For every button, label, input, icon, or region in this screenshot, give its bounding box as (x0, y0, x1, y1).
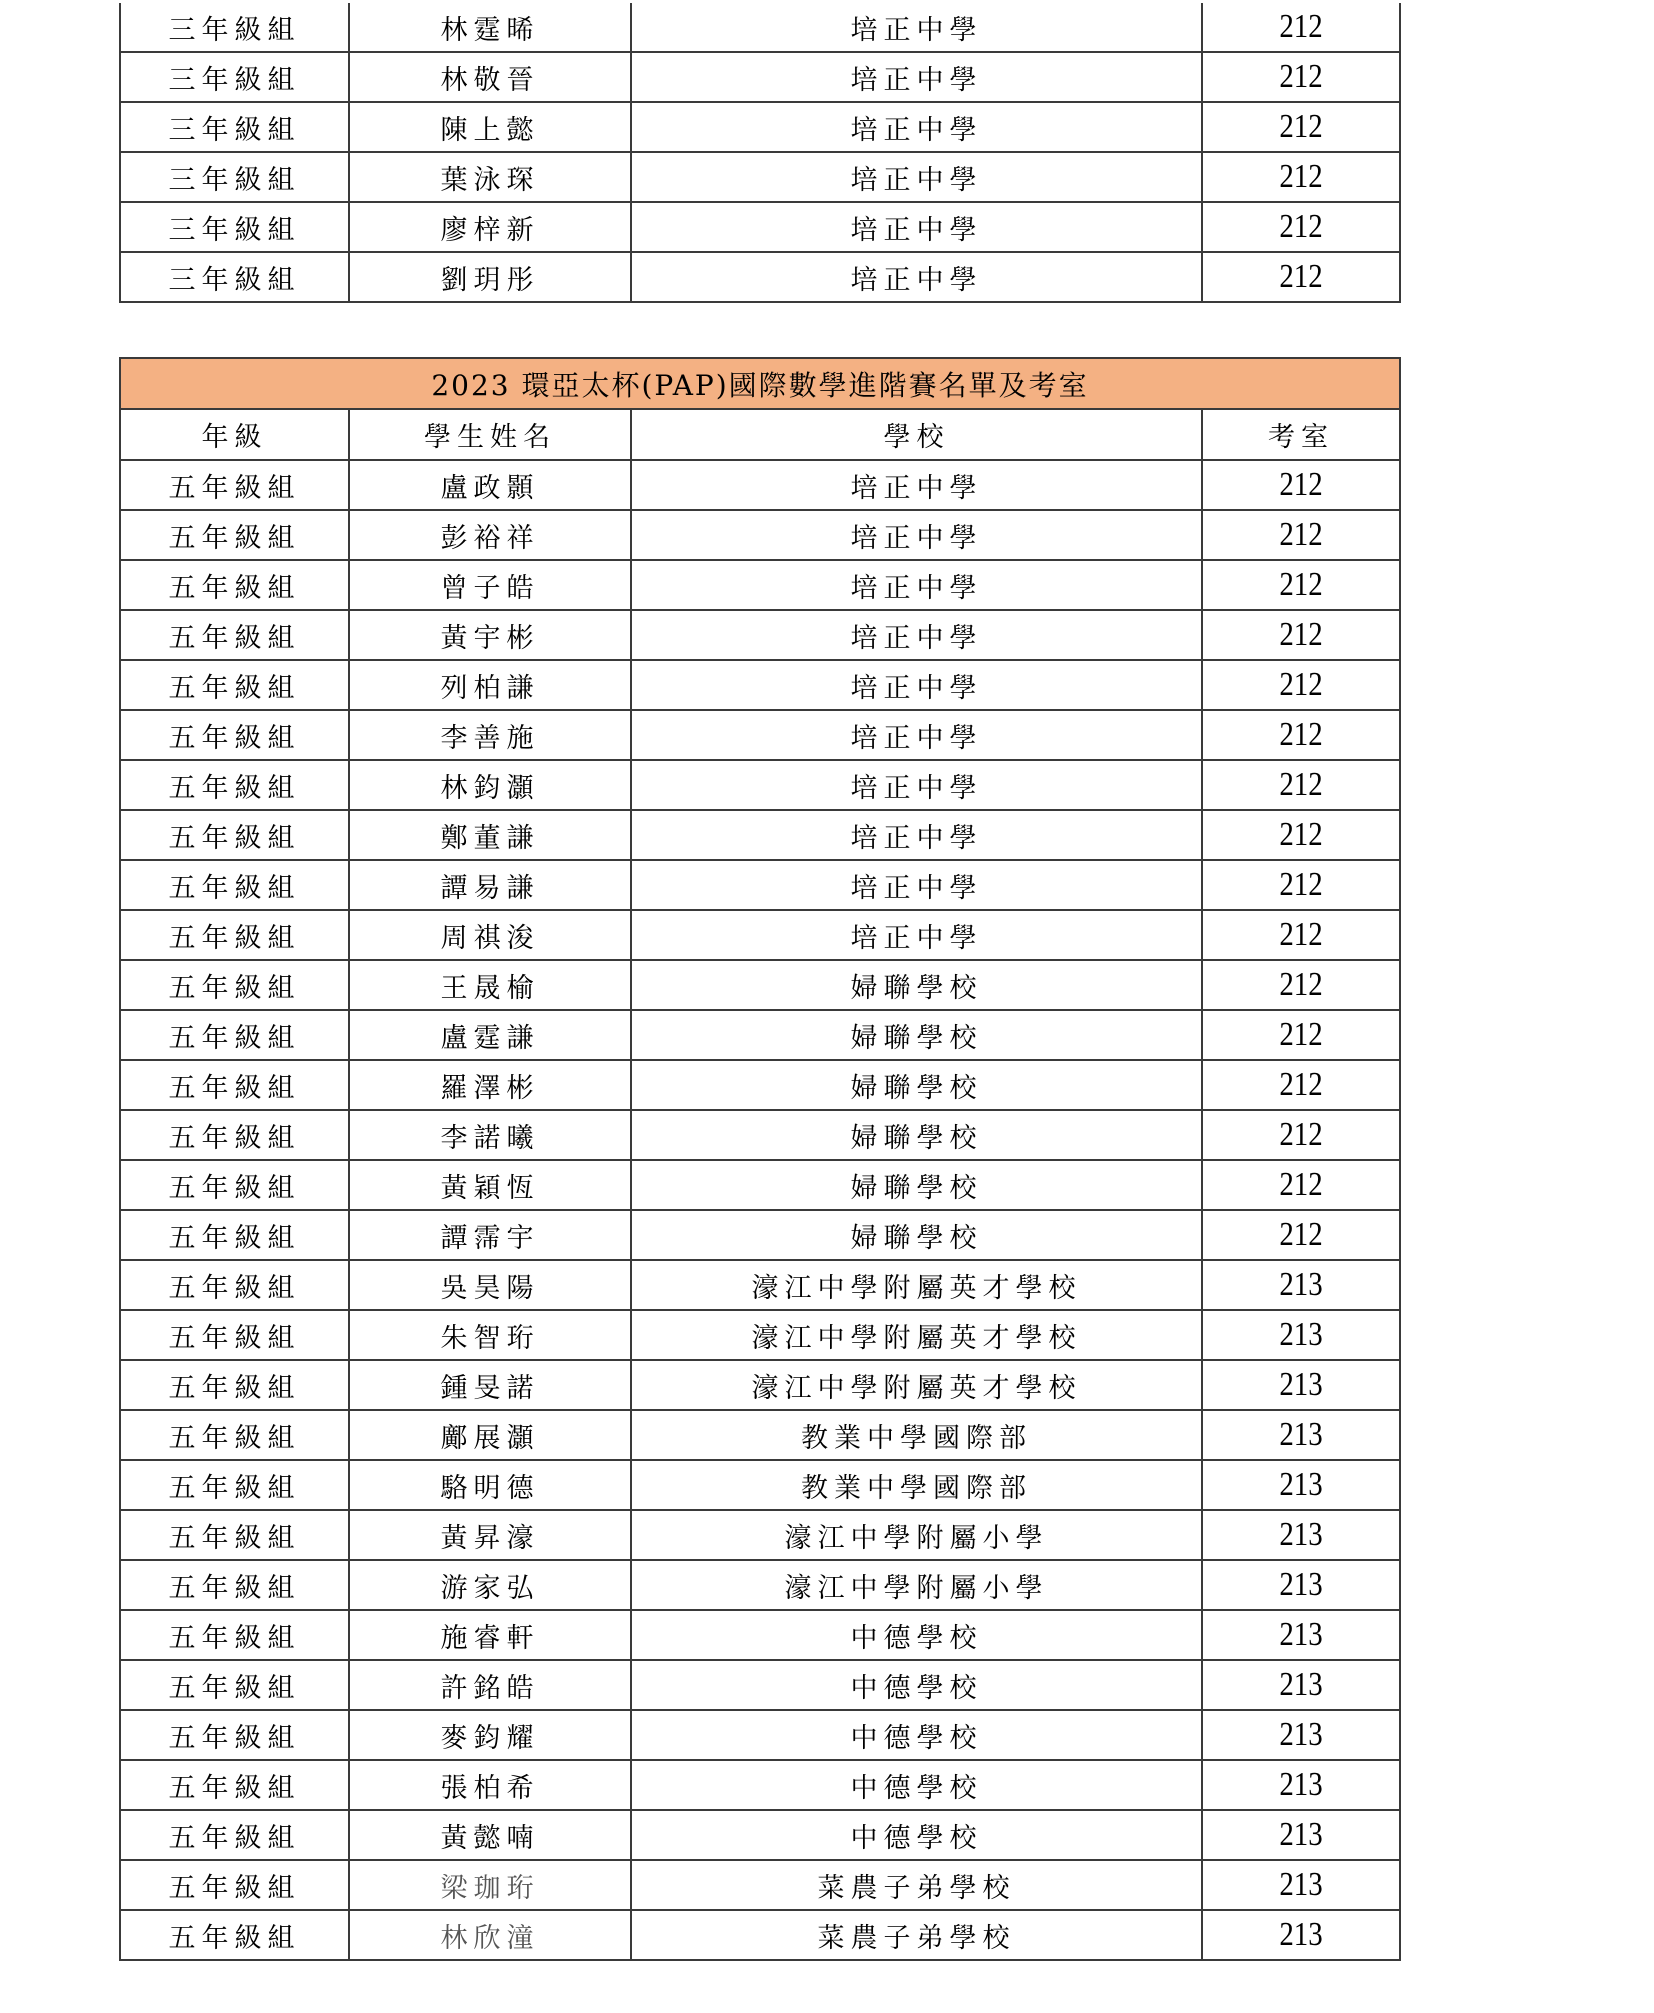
grade-cell: 五年級組 (120, 1010, 349, 1060)
room-cell: 213 (1217, 1410, 1385, 1460)
school-cell: 教業中學國際部 (631, 1460, 1202, 1510)
grade-cell: 五年級組 (120, 1310, 349, 1360)
room-cell: 212 (1217, 610, 1385, 660)
room-cell: 213 (1217, 1360, 1385, 1410)
school-cell: 婦聯學校 (631, 1160, 1202, 1210)
table-row (120, 960, 1400, 1010)
grade-cell: 五年級組 (120, 1110, 349, 1160)
table-row (120, 1010, 1400, 1060)
table-row (120, 1810, 1400, 1860)
grade-cell: 五年級組 (120, 1360, 349, 1410)
room-cell: 212 (1217, 1110, 1385, 1160)
school-cell: 中德學校 (631, 1710, 1202, 1760)
school-cell: 培正中學 (631, 610, 1202, 660)
room-cell: 212 (1217, 52, 1385, 102)
header-school: 學校 (631, 409, 1202, 460)
student-name-cell: 譚易謙 (349, 860, 631, 910)
student-name-cell: 游家弘 (349, 1560, 631, 1610)
grade-cell: 五年級組 (120, 1710, 349, 1760)
room-cell: 212 (1217, 560, 1385, 610)
table-row (120, 1160, 1400, 1210)
grade-cell: 五年級組 (120, 1660, 349, 1710)
table-title-row (120, 358, 1400, 409)
school-cell: 濠江中學附屬小學 (631, 1560, 1202, 1610)
grade-cell: 五年級組 (120, 860, 349, 910)
school-cell: 中德學校 (631, 1660, 1202, 1710)
table-row (120, 1710, 1400, 1760)
student-name-cell: 黃穎恆 (349, 1160, 631, 1210)
student-name-cell: 黃昇濠 (349, 1510, 631, 1560)
room-cell: 212 (1217, 660, 1385, 710)
header-student-name: 學生姓名 (349, 409, 631, 460)
table-row (120, 1510, 1400, 1560)
table-row (120, 1060, 1400, 1110)
school-cell: 培正中學 (631, 252, 1202, 302)
continuation-table (119, 3, 1401, 303)
grade-cell: 三年級組 (120, 52, 349, 102)
table-row (120, 760, 1400, 810)
student-name-cell: 盧霆謙 (349, 1010, 631, 1060)
school-cell: 婦聯學校 (631, 1210, 1202, 1260)
grade-cell: 三年級組 (120, 3, 349, 52)
school-cell: 培正中學 (631, 710, 1202, 760)
grade-cell: 五年級組 (120, 660, 349, 710)
table-row (120, 710, 1400, 760)
room-cell: 212 (1217, 910, 1385, 960)
student-name-cell: 曾子皓 (349, 560, 631, 610)
table-row (120, 1310, 1400, 1360)
grade-cell: 三年級組 (120, 202, 349, 252)
student-name-cell: 吳昊陽 (349, 1260, 631, 1310)
student-name-cell: 駱明德 (349, 1460, 631, 1510)
room-cell: 212 (1217, 252, 1385, 302)
student-name-cell: 列柏謙 (349, 660, 631, 710)
table-header-row (120, 409, 1400, 460)
table-row (120, 1860, 1400, 1910)
student-name-cell: 許銘皓 (349, 1660, 631, 1710)
room-cell: 213 (1217, 1610, 1385, 1660)
school-cell: 培正中學 (631, 510, 1202, 560)
school-cell: 培正中學 (631, 460, 1202, 510)
grade-cell: 三年級組 (120, 152, 349, 202)
grade-cell: 五年級組 (120, 1160, 349, 1210)
school-cell: 濠江中學附屬英才學校 (631, 1260, 1202, 1310)
grade-cell: 三年級組 (120, 102, 349, 152)
room-cell: 213 (1217, 1460, 1385, 1510)
school-cell: 培正中學 (631, 52, 1202, 102)
school-cell: 婦聯學校 (631, 1010, 1202, 1060)
exam-room-table (119, 357, 1401, 1961)
school-cell: 菜農子弟學校 (631, 1910, 1202, 1960)
school-cell: 培正中學 (631, 860, 1202, 910)
grade-cell: 五年級組 (120, 1860, 349, 1910)
grade-cell: 五年級組 (120, 1910, 349, 1960)
room-cell: 212 (1217, 860, 1385, 910)
table-row (120, 1360, 1400, 1410)
grade-cell: 五年級組 (120, 460, 349, 510)
student-name-cell: 林霆晞 (349, 3, 631, 52)
student-name-cell: 鄺展灝 (349, 1410, 631, 1460)
school-cell: 濠江中學附屬英才學校 (631, 1310, 1202, 1360)
table-row (120, 610, 1400, 660)
table-row (120, 1260, 1400, 1310)
student-name-cell: 林鈞灝 (349, 760, 631, 810)
grade-cell: 五年級組 (120, 1610, 349, 1660)
school-cell: 婦聯學校 (631, 1110, 1202, 1160)
table-row (120, 1760, 1400, 1810)
student-name-cell: 施睿軒 (349, 1610, 631, 1660)
student-name-cell: 譚霈宇 (349, 1210, 631, 1260)
student-name-cell: 廖梓新 (349, 202, 631, 252)
student-name-cell: 周祺浚 (349, 910, 631, 960)
room-cell: 213 (1217, 1910, 1385, 1960)
grade-cell: 五年級組 (120, 1060, 349, 1110)
grade-cell: 五年級組 (120, 1810, 349, 1860)
room-cell: 212 (1217, 3, 1385, 52)
grade-cell: 五年級組 (120, 810, 349, 860)
grade-cell: 五年級組 (120, 1410, 349, 1460)
table-row (120, 460, 1400, 510)
student-name-cell: 彭裕祥 (349, 510, 631, 560)
grade-cell: 五年級組 (120, 1510, 349, 1560)
room-cell: 212 (1217, 102, 1385, 152)
grade-cell: 五年級組 (120, 910, 349, 960)
grade-cell: 五年級組 (120, 1260, 349, 1310)
table-row (120, 560, 1400, 610)
student-name-cell: 劉玥彤 (349, 252, 631, 302)
school-cell: 培正中學 (631, 810, 1202, 860)
school-cell: 濠江中學附屬英才學校 (631, 1360, 1202, 1410)
student-name-cell: 鍾旻諾 (349, 1360, 631, 1410)
student-name-cell: 李善施 (349, 710, 631, 760)
school-cell: 中德學校 (631, 1810, 1202, 1860)
room-cell: 212 (1217, 460, 1385, 510)
grade-cell: 五年級組 (120, 710, 349, 760)
room-cell: 213 (1217, 1560, 1385, 1610)
room-cell: 212 (1217, 1210, 1385, 1260)
table-row (120, 810, 1400, 860)
room-cell: 213 (1217, 1310, 1385, 1360)
school-cell: 中德學校 (631, 1610, 1202, 1660)
grade-cell: 五年級組 (120, 1460, 349, 1510)
student-name-cell: 張柏希 (349, 1760, 631, 1810)
table-row (120, 510, 1400, 560)
room-cell: 212 (1217, 1060, 1385, 1110)
table-title: 2023 環亞太杯(PAP)國際數學進階賽名單及考室 (120, 358, 1400, 409)
student-name-cell: 麥鈞耀 (349, 1710, 631, 1760)
student-name-cell: 王晟榆 (349, 960, 631, 1010)
table-row (120, 1610, 1400, 1660)
grade-cell: 五年級組 (120, 510, 349, 560)
student-name-cell: 林欣潼 (349, 1910, 631, 1960)
school-cell: 培正中學 (631, 3, 1202, 52)
room-cell: 212 (1217, 760, 1385, 810)
student-name-cell: 李諾曦 (349, 1110, 631, 1160)
school-cell: 培正中學 (631, 910, 1202, 960)
student-name-cell: 盧政顥 (349, 460, 631, 510)
school-cell: 培正中學 (631, 152, 1202, 202)
school-cell: 培正中學 (631, 102, 1202, 152)
room-cell: 212 (1217, 202, 1385, 252)
room-cell: 212 (1217, 1010, 1385, 1060)
table-row (120, 1210, 1400, 1260)
table-row (120, 1560, 1400, 1610)
student-name-cell: 陳上懿 (349, 102, 631, 152)
table-row (120, 202, 1400, 252)
table-row (120, 660, 1400, 710)
header-grade: 年級 (120, 409, 349, 460)
student-name-cell: 黃宇彬 (349, 610, 631, 660)
school-cell: 濠江中學附屬小學 (631, 1510, 1202, 1560)
room-cell: 213 (1217, 1760, 1385, 1810)
grade-cell: 五年級組 (120, 1760, 349, 1810)
room-cell: 213 (1217, 1260, 1385, 1310)
table-row (120, 910, 1400, 960)
table-row (120, 1460, 1400, 1510)
student-name-cell: 林敬晉 (349, 52, 631, 102)
student-name-cell: 梁珈珩 (349, 1860, 631, 1910)
student-name-cell: 鄭董謙 (349, 810, 631, 860)
table-row (120, 152, 1400, 202)
school-cell: 培正中學 (631, 760, 1202, 810)
student-name-cell: 葉泳琛 (349, 152, 631, 202)
table-row (120, 52, 1400, 102)
table-row (120, 860, 1400, 910)
school-cell: 婦聯學校 (631, 960, 1202, 1010)
table-row (120, 102, 1400, 152)
school-cell: 培正中學 (631, 660, 1202, 710)
school-cell: 教業中學國際部 (631, 1410, 1202, 1460)
room-cell: 212 (1217, 510, 1385, 560)
room-cell: 213 (1217, 1860, 1385, 1910)
room-cell: 212 (1217, 152, 1385, 202)
table-row (120, 252, 1400, 302)
grade-cell: 五年級組 (120, 1560, 349, 1610)
room-cell: 213 (1217, 1660, 1385, 1710)
table-row (120, 1660, 1400, 1710)
student-name-cell: 黃懿喃 (349, 1810, 631, 1860)
student-name-cell: 羅澤彬 (349, 1060, 631, 1110)
student-name-cell: 朱智珩 (349, 1310, 631, 1360)
school-cell: 培正中學 (631, 560, 1202, 610)
grade-cell: 三年級組 (120, 252, 349, 302)
room-cell: 213 (1217, 1710, 1385, 1760)
school-cell: 婦聯學校 (631, 1060, 1202, 1110)
room-cell: 213 (1217, 1810, 1385, 1860)
room-cell: 213 (1217, 1510, 1385, 1560)
grade-cell: 五年級組 (120, 1210, 349, 1260)
grade-cell: 五年級組 (120, 960, 349, 1010)
room-cell: 212 (1217, 810, 1385, 860)
school-cell: 菜農子弟學校 (631, 1860, 1202, 1910)
grade-cell: 五年級組 (120, 610, 349, 660)
room-cell: 212 (1217, 1160, 1385, 1210)
header-room: 考室 (1202, 409, 1400, 460)
table-row (120, 1110, 1400, 1160)
table-row (120, 1910, 1400, 1960)
grade-cell: 五年級組 (120, 560, 349, 610)
room-cell: 212 (1217, 710, 1385, 760)
table-row (120, 3, 1400, 52)
school-cell: 中德學校 (631, 1760, 1202, 1810)
room-cell: 212 (1217, 960, 1385, 1010)
school-cell: 培正中學 (631, 202, 1202, 252)
grade-cell: 五年級組 (120, 760, 349, 810)
table-row (120, 1410, 1400, 1460)
